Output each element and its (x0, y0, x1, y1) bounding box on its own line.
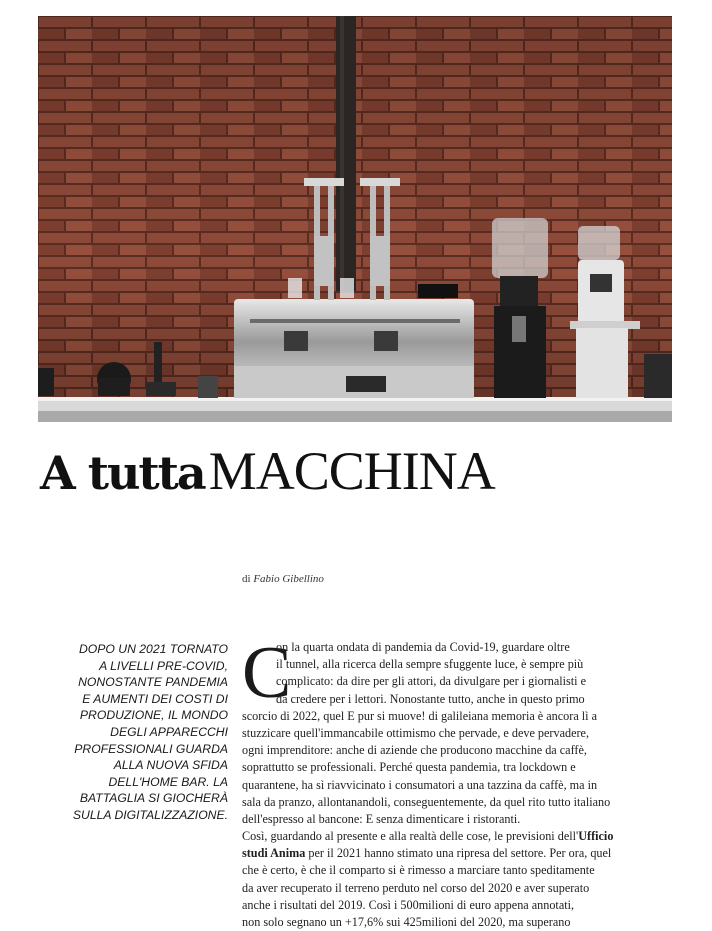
standfirst-line: ALLA NUOVA SFIDA (113, 758, 228, 773)
body-line: sala da pranzo, allontanandoli, conseguentemente, da quel rito tutto italiano (242, 794, 611, 809)
body-line: on la quarta ondata di pandemia da Covid-19, guardare oltre (276, 640, 570, 654)
standfirst-line: PROFESSIONALI GUARDA (74, 741, 228, 756)
title-part-2: MACCHINA (208, 441, 495, 501)
hero-photo (38, 16, 672, 422)
body-line-text: Così, guardando al presente e alla realtà delle cose, le previsioni dell' (242, 829, 579, 844)
body-line: quarantene, ha sì riavvicinato i consumatori a una tazzina da caffè, ma in (242, 777, 598, 792)
standfirst-line: DOPO UN 2021 TORNATO (79, 642, 228, 656)
drop-cap: C (242, 632, 292, 714)
body-line: il tunnel, alla ricerca della sempre sfuggente luce, è sempre più (276, 657, 584, 672)
standfirst-line: DEGLI APPARECCHI (110, 724, 228, 739)
body-line: non solo segnano un +17,6% sui 425milioni del 2020, ma superano (242, 915, 571, 929)
body-line: da aver recuperato il terreno perduto nel corso del 2020 e aver superato (242, 880, 590, 895)
byline-author: Fabio Gibellino (253, 573, 324, 585)
standfirst (38, 641, 228, 824)
body-line: complicato: da dire per gli attori, da divulgare per i giornalisti e (276, 674, 587, 689)
standfirst-line: PRODUZIONE, IL MONDO (79, 708, 228, 723)
standfirst-line: A LIVELLI PRE-COVID, (99, 658, 228, 673)
article-body (242, 639, 678, 931)
standfirst-line: NONOSTANTE PANDEMIA (78, 675, 228, 690)
body-line: scorcio di 2022, quel E pur si muove! di galileiana memoria è ancora lì a (242, 708, 598, 723)
bold-studi-anima: studi Anima (242, 846, 306, 861)
body-line: anche i risultati del 2019. Così i 500milioni di euro appena annotati, (242, 897, 575, 912)
standfirst-line: E AUMENTI DEI COSTI DI (82, 691, 228, 706)
body-line-text: per il 2021 hanno stimato una ripresa del settore. Per ora, quel (305, 846, 612, 861)
body-line: ogni imprenditore: anche di aziende che producono macchine da caffè, (242, 743, 587, 758)
body-line: soprattutto se professionali. Perché questa pandemia, tra lockdown e (242, 760, 576, 775)
byline-prefix: di (242, 573, 251, 585)
standfirst-line: DELL'HOME BAR. LA (108, 774, 228, 789)
body-line: da credere per i lettori. Nonostante tutto, anche in questo primo (276, 691, 585, 706)
article-title (40, 440, 680, 520)
title-part-1: A tutta (40, 446, 205, 500)
standfirst-line: SULLA DIGITALIZZAZIONE. (72, 807, 228, 822)
byline (242, 573, 324, 585)
body-line: dell'espresso al bancone: E senza dimenticare i ristoranti. (242, 811, 521, 826)
bold-ufficio: Ufficio (578, 829, 614, 844)
body-line: che è certo, è che il comparto si è rimesso a marciare tanto speditamente (242, 863, 595, 878)
espresso-bar-illustration (38, 16, 672, 422)
body-line (242, 845, 678, 862)
body-line (242, 828, 678, 845)
standfirst-line: BATTAGLIA SI GIOCHERÀ (79, 791, 228, 806)
body-line: stuzzicare quell'immancabile ottimismo che pervade, e deve pervadere, (242, 725, 590, 740)
